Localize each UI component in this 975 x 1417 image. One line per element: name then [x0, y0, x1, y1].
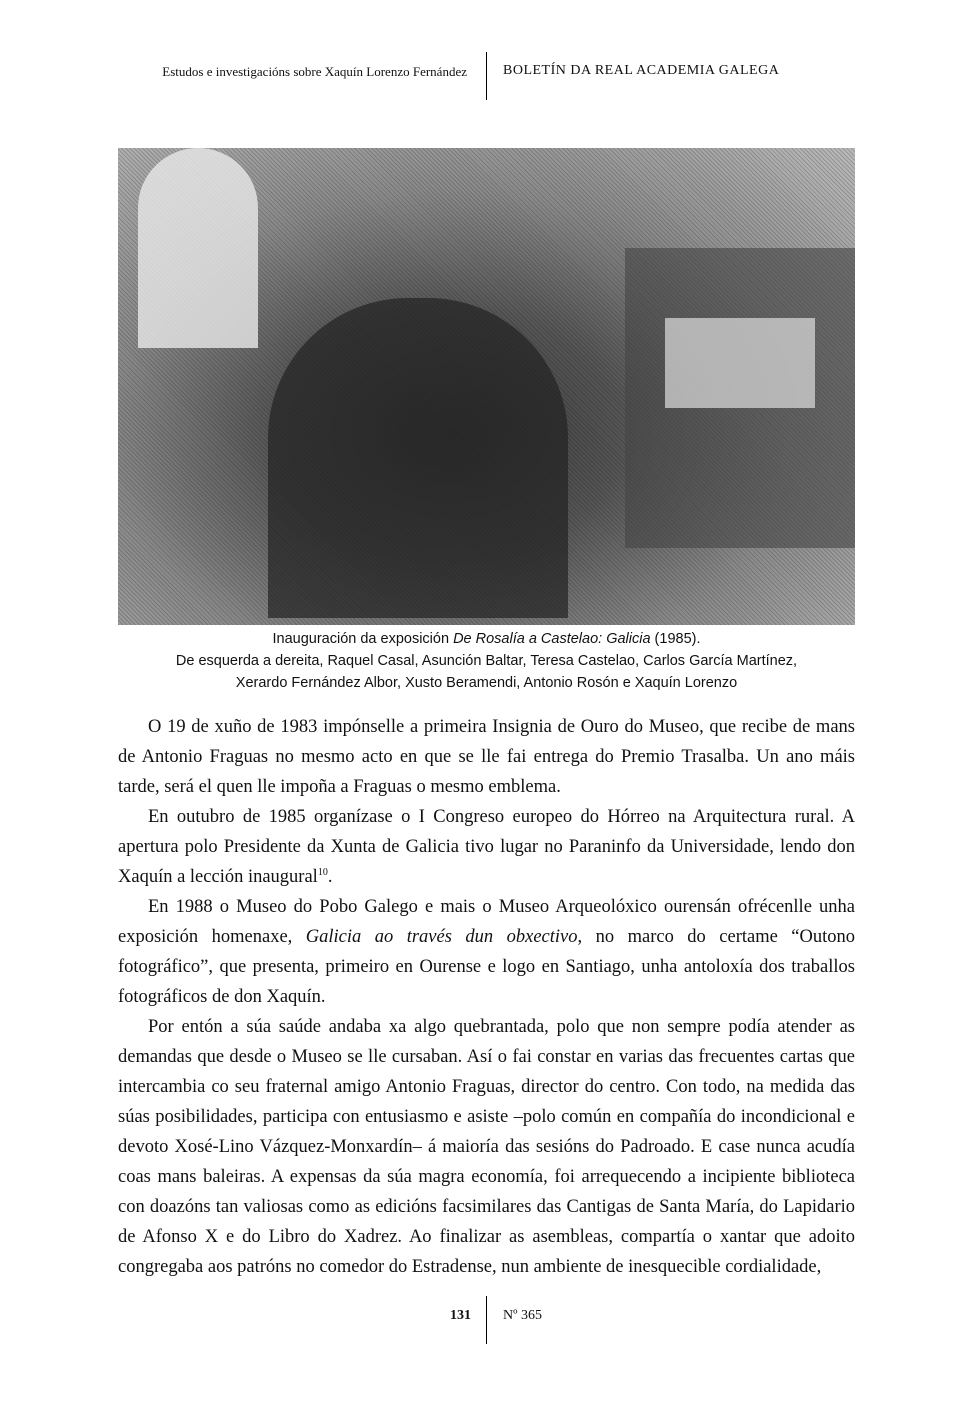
paragraph	[118, 802, 855, 892]
page-flow	[118, 628, 855, 1344]
footnote-reference[interactable]: 10	[317, 866, 328, 878]
caption-line-1	[118, 628, 855, 650]
caption-line-3: Xerardo Fernández Albor, Xusto Beramendi, Antonio Rosón e Xaquín Lorenzo	[235, 675, 738, 691]
photo-caption	[118, 628, 855, 694]
running-footer	[0, 1296, 975, 1344]
header-journal-title: BOLETÍN DA REAL ACADEMIA GALEGA	[503, 63, 780, 78]
paragraph: O 19 de xuño de 1983 impónselle a primeira Insignia de Ouro do Museo, que recibe de mans de Antonio Fraguas no mesmo acto en que se lle fai entrega do Premio Trasalba. Un ano máis tarde, será el quen lle impoña a Fraguas o mesmo emblema.	[118, 717, 855, 797]
caption-line-2: De esquerda a dereita, Raquel Casal, Asunción Baltar, Teresa Castelao, Carlos García Martínez,	[175, 653, 798, 669]
paragraph-text: .	[327, 867, 333, 887]
exhibition-title: Galicia ao través dun obxectivo	[305, 927, 578, 947]
issue-number: Nº 365	[503, 1308, 542, 1323]
paragraph	[118, 892, 855, 1012]
caption-text: Inauguración da exposición	[272, 631, 454, 647]
header-divider	[486, 52, 487, 100]
body-text	[118, 712, 855, 1282]
photo-display-case	[665, 318, 815, 408]
exhibition-photograph	[118, 148, 855, 625]
paragraph-text: , no marco do certame “Outono fotográfico”, que presenta, primeiro en Ourense e logo en Santiago, unha antoloxía dos traballos fotográficos de don Xaquín.	[118, 927, 855, 1007]
caption-year: (1985).	[650, 631, 701, 647]
paragraph-text: En 1988 o Museo do Pobo Galego e mais o Museo Arqueolóxico ourensán ofrécenlle unha exposición homenaxe,	[118, 897, 855, 947]
caption-exhibition-title: De Rosalía a Castelao: Galicia	[453, 631, 651, 647]
paragraph: Por entón a súa saúde andaba xa algo quebrantada, polo que non sempre podía atender as demandas que desde o Museo se lle cursaban. Así o fai constar en varias das frecuentes cartas que intercambia co seu fraternal amigo Antonio Fraguas, director do centro. Con todo, na medida das súas posibilidades, participa con entusiasmo e asiste –polo común en compañía do incondicional e devoto Xosé-Lino Vázquez-Monxardín– á maioría das sesións do Padroado. E case nunca acudía coas mans baleiras. A expensas da súa magra economía, foi arrequecendo a incipiente biblioteca con doazóns tan valiosas como as edicións facsimilares das Cantigas de Santa María, do Lapidario de Afonso X e do Libro do Xadrez. Ao finalizar as asembleas, compartía o xantar que adoito congregaba aos patróns no comedor do Estradense, nun ambiente de inesquecible cordialidade,	[118, 1017, 855, 1277]
page-number: 131	[450, 1308, 471, 1323]
running-header	[0, 52, 975, 100]
header-article-title: Estudos e investigacións sobre Xaquín Lorenzo Fernández	[162, 64, 467, 79]
footer-divider	[486, 1296, 487, 1344]
photo-window	[138, 148, 258, 348]
paragraph-text: En outubro de 1985 organízase o I Congreso europeo do Hórreo na Arquitectura rural. A apertura polo Presidente da Xunta de Galicia tivo lugar no Paraninfo da Universidade, lendo don Xaquín a lección inaugural	[118, 807, 855, 887]
photo-crowd	[268, 298, 568, 618]
